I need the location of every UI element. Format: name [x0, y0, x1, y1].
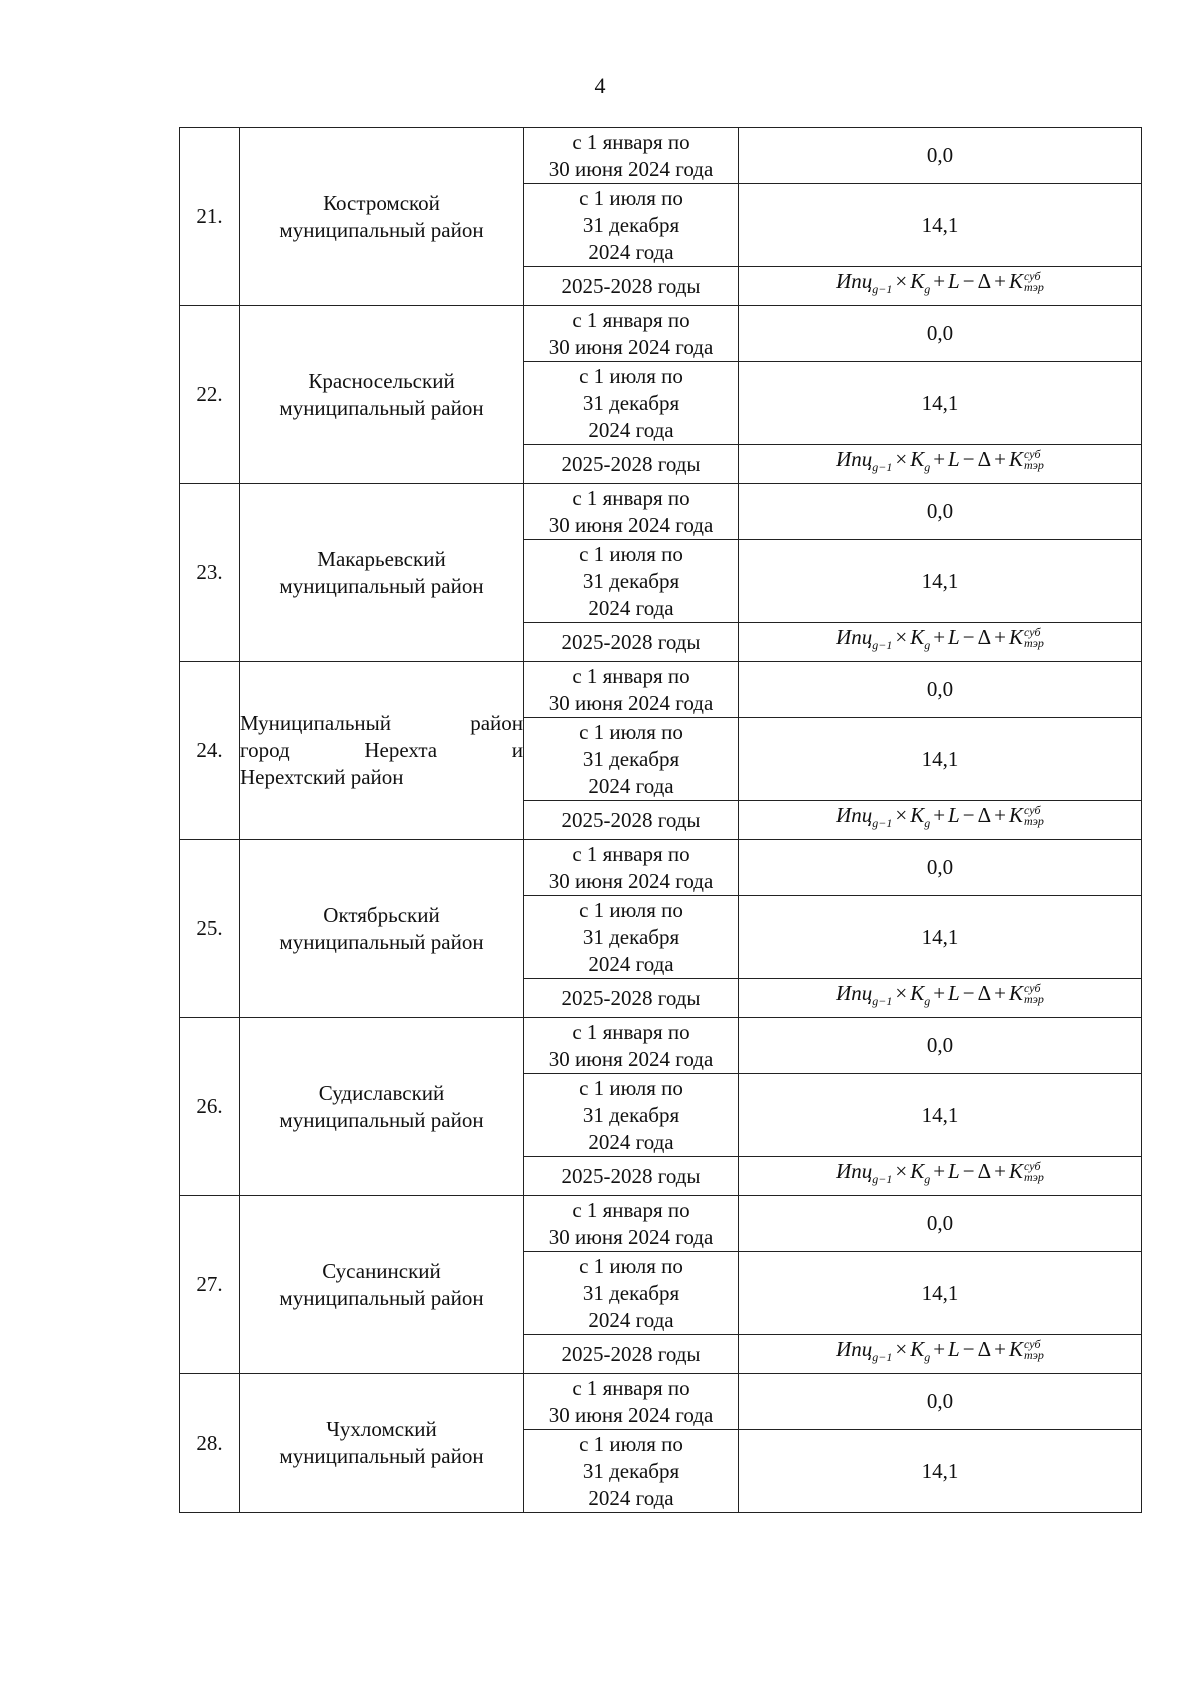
period-long-term: 2025-2028 годы [524, 1335, 739, 1374]
period-first-half: с 1 января по 30 июня 2024 года [524, 840, 739, 896]
district-name [240, 840, 524, 1018]
district-name [240, 1374, 524, 1513]
district-name-line: Сусанинский [322, 1258, 441, 1283]
formula: $Ипц_{g-1} \times K_g + L - \Delta + K$ суб тэр [836, 268, 1044, 297]
table-row [180, 128, 1142, 184]
period-first-half: с 1 января по 30 июня 2024 года [524, 662, 739, 718]
value-second-half: 14,1 [739, 718, 1142, 801]
period-first-half: с 1 января по 30 июня 2024 года [524, 484, 739, 540]
period-first-half: с 1 января по 30 июня 2024 года [524, 128, 739, 184]
value-first-half: 0,0 [739, 128, 1142, 184]
page-number: 4 [594, 73, 606, 98]
formula: $Ипц_{g-1} \times K_g + L - \Delta + K$ суб тэр [836, 1336, 1044, 1365]
table-row [180, 840, 1142, 896]
district-name-line: Судиславский [318, 1080, 445, 1105]
period-first-half: с 1 января по 30 июня 2024 года [524, 1196, 739, 1252]
row-number: 23. [180, 484, 240, 662]
period-long-term: 2025-2028 годы [524, 979, 739, 1018]
value-second-half: 14,1 [739, 540, 1142, 623]
district-name [240, 1018, 524, 1196]
row-number: 21. [180, 128, 240, 306]
formula-cell [739, 979, 1142, 1018]
period-first-half: с 1 января по 30 июня 2024 года [524, 1374, 739, 1430]
formula: $Ипц_{g-1} \times K_g + L - \Delta + K$ суб тэр [836, 980, 1044, 1009]
formula: $Ипц_{g-1} \times K_g + L - \Delta + K$ суб тэр [836, 446, 1044, 475]
value-first-half: 0,0 [739, 1374, 1142, 1430]
formula-cell [739, 445, 1142, 484]
period-second-half: с 1 июля по 31 декабря 2024 года [524, 1074, 739, 1157]
district-name-line: муниципальный район [279, 395, 484, 420]
value-first-half: 0,0 [739, 662, 1142, 718]
table-row [180, 1196, 1142, 1252]
district-name [240, 306, 524, 484]
row-number: 25. [180, 840, 240, 1018]
value-second-half: 14,1 [739, 1252, 1142, 1335]
value-first-half: 0,0 [739, 840, 1142, 896]
value-second-half: 14,1 [739, 184, 1142, 267]
period-long-term: 2025-2028 годы [524, 623, 739, 662]
district-name-line: муниципальный район [279, 1285, 484, 1310]
districts-table [179, 127, 1142, 1513]
formula-cell [739, 1335, 1142, 1374]
table-row [180, 662, 1142, 718]
formula: $Ипц_{g-1} \times K_g + L - \Delta + K$ суб тэр [836, 802, 1044, 831]
value-first-half: 0,0 [739, 484, 1142, 540]
formula-cell [739, 267, 1142, 306]
district-name [240, 1196, 524, 1374]
table-row [180, 1018, 1142, 1074]
period-long-term: 2025-2028 годы [524, 445, 739, 484]
value-second-half: 14,1 [739, 1430, 1142, 1513]
district-name [240, 662, 524, 840]
row-number: 27. [180, 1196, 240, 1374]
district-name-line: муниципальный район [279, 217, 484, 242]
district-name-line: муниципальный район [279, 573, 484, 598]
formula-cell [739, 623, 1142, 662]
district-name-line: Чухломский [326, 1417, 437, 1441]
district-name-line: город Нерехта и [240, 738, 523, 762]
district-name-line: муниципальный район [279, 1107, 484, 1132]
period-second-half: с 1 июля по 31 декабря 2024 года [524, 896, 739, 979]
period-second-half: с 1 июля по 31 декабря 2024 года [524, 718, 739, 801]
formula: $Ипц_{g-1} \times K_g + L - \Delta + K$ суб тэр [836, 624, 1044, 653]
table-row [180, 1374, 1142, 1430]
value-second-half: 14,1 [739, 896, 1142, 979]
district-name [240, 484, 524, 662]
table-row [180, 484, 1142, 540]
row-number: 22. [180, 306, 240, 484]
period-second-half: с 1 июля по 31 декабря 2024 года [524, 1252, 739, 1335]
value-second-half: 14,1 [739, 1074, 1142, 1157]
period-second-half: с 1 июля по 31 декабря 2024 года [524, 540, 739, 623]
district-name-line: Нерехтский район [240, 765, 404, 789]
formula-cell [739, 801, 1142, 840]
district-name-line: Костромской [323, 190, 440, 215]
formula-cell [739, 1157, 1142, 1196]
table-body [180, 128, 1142, 1513]
period-second-half: с 1 июля по 31 декабря 2024 года [524, 362, 739, 445]
district-name-line: Макарьевский [317, 546, 446, 571]
value-second-half: 14,1 [739, 362, 1142, 445]
district-name [240, 128, 524, 306]
period-long-term: 2025-2028 годы [524, 1157, 739, 1196]
row-number: 26. [180, 1018, 240, 1196]
period-second-half: с 1 июля по 31 декабря 2024 года [524, 1430, 739, 1513]
district-name-line: муниципальный район [279, 929, 484, 954]
value-first-half: 0,0 [739, 1018, 1142, 1074]
district-name-line: Муниципальный район [240, 711, 523, 735]
period-second-half: с 1 июля по 31 декабря 2024 года [524, 184, 739, 267]
row-number: 28. [180, 1374, 240, 1513]
table-row [180, 306, 1142, 362]
period-long-term: 2025-2028 годы [524, 267, 739, 306]
row-number: 24. [180, 662, 240, 840]
value-first-half: 0,0 [739, 1196, 1142, 1252]
period-first-half: с 1 января по 30 июня 2024 года [524, 1018, 739, 1074]
period-long-term: 2025-2028 годы [524, 801, 739, 840]
value-first-half: 0,0 [739, 306, 1142, 362]
period-first-half: с 1 января по 30 июня 2024 года [524, 306, 739, 362]
district-name-line: Октябрьский [323, 902, 440, 927]
district-name-line: муниципальный район [279, 1444, 484, 1468]
district-name-line: Красносельский [308, 368, 455, 393]
formula: $Ипц_{g-1} \times K_g + L - \Delta + K$ суб тэр [836, 1158, 1044, 1187]
